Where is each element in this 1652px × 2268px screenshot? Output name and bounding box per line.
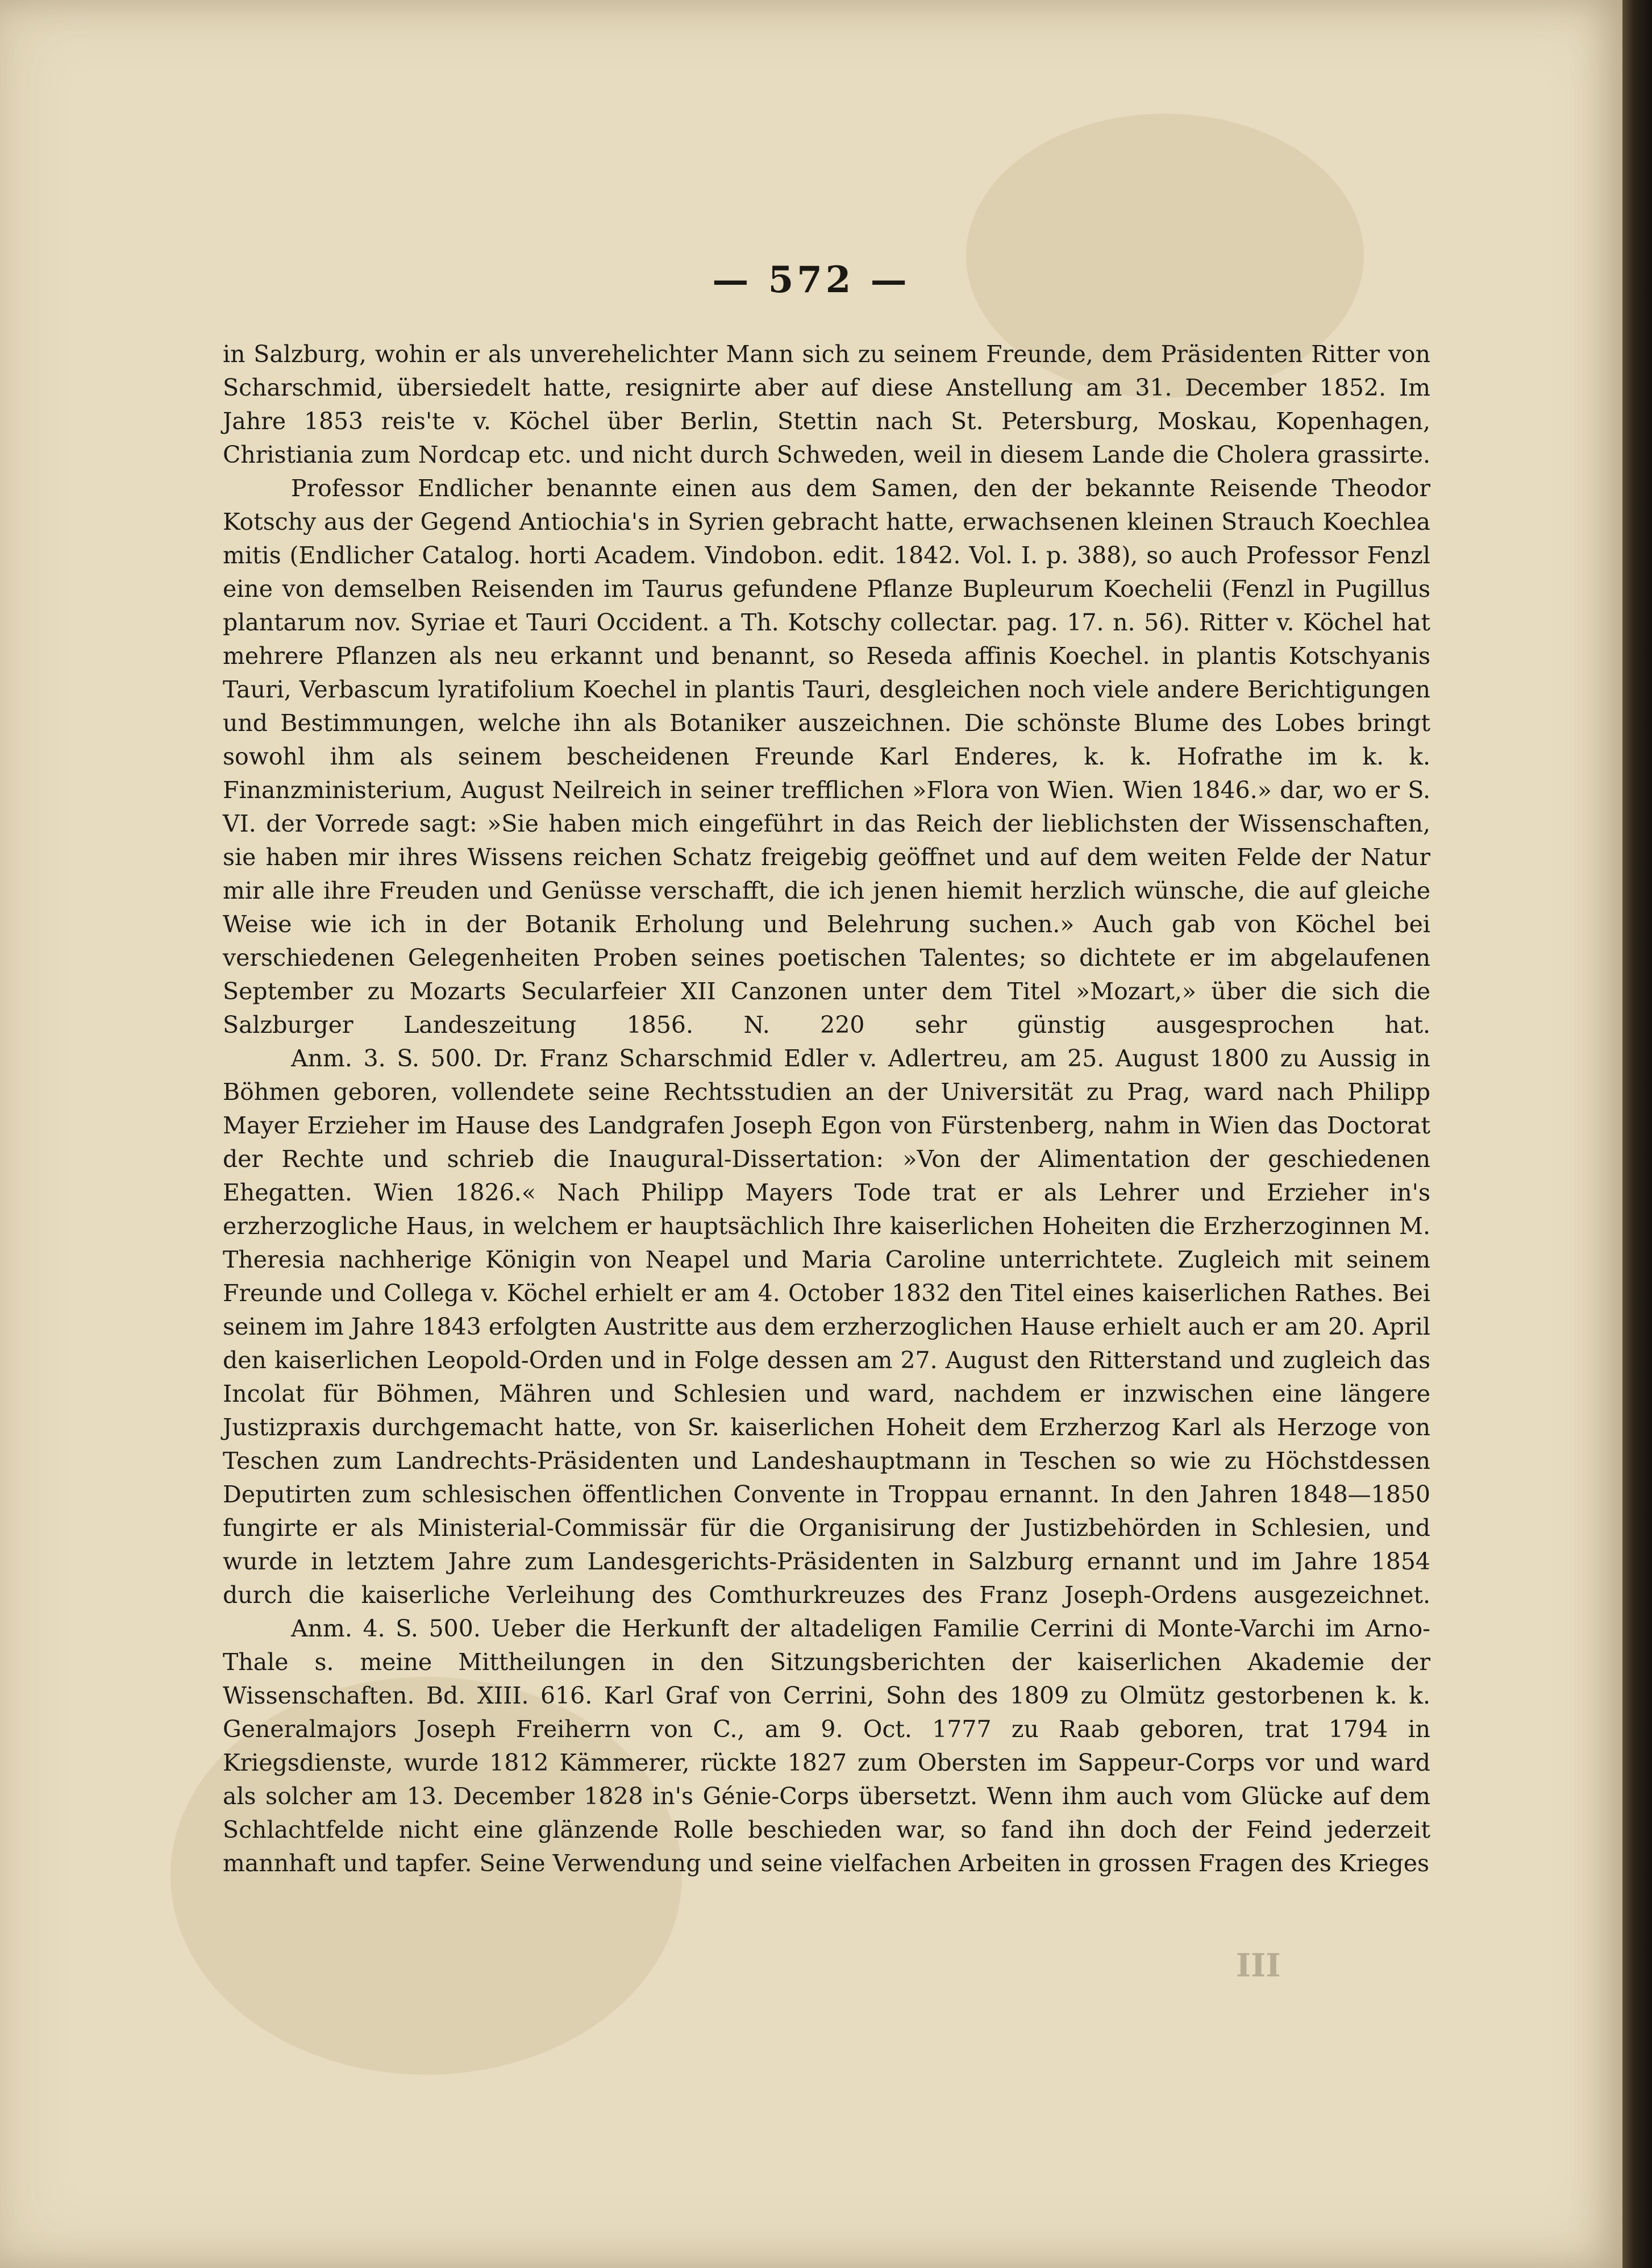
paragraph-4: Anm. 4. S. 500. Ueber die Herkunft der altadeligen Familie Cerrini di Monte-Varchi im Arno-Thale s. meine Mittheilungen in den Sitzungsberichten der kaiserlichen Akademie der Wissenschaften. Bd. XIII. 616. Karl Graf von Cerrini, Sohn des 1809 zu Olmütz gestorbenen k. k. Generalmajors Joseph Freiherrn von C., am 9. Oct. 1777 zu Raab geboren, trat 1794 in Kriegsdienste, wurde 1812 Kämmerer, rückte 1827 zum Obersten im Sappeur-Corps vor und ward als solcher am 13. December 1828 in's Génie-Corps übersetzt. Wenn ihm auch vom Glücke auf dem Schlachtfelde nicht eine glänzende Rolle beschieden war, so fand ihn doch der Feind jederzeit mannhaft und tapfer. Seine Verwendung und seine vielfachen Arbeiten in grossen Fragen des Krieges [223,1615,1430,1877]
paragraph-3: Anm. 3. S. 500. Dr. Franz Scharschmid Edler v. Adlertreu, am 25. August 1800 zu Aussig in Böhmen geboren, vollendete seine Rechtsstudien an der Universität zu Prag, ward nach Philipp Mayer Erzieher im Hause des Landgrafen Joseph Egon von Fürstenberg, nahm in Wien das Doctorat der Rechte und schrieb die Inaugural-Dissertation: »Von der Alimentation der geschiedenen Ehegatten. Wien 1826.« Nach Philipp Mayers Tode trat er als Lehrer und Erzieher in's erzherzogliche Haus, in welchem er hauptsächlich Ihre kaiserlichen Hoheiten die Erzherzoginnen M. Theresia nachherige Königin von Neapel und Maria Caroline unterrichtete. Zugleich mit seinem Freunde und Collega v. Köchel erhielt er am 4. October 1832 den Titel eines kaiserlichen Rathes. Bei seinem im Jahre 1843 erfolgten Austritte aus dem erzherzoglichen Hause erhielt auch er am 20. April den kaiserlichen Leopold-Orden und in Folge dessen am 27. August den Ritterstand und zugleich das Incolat für Böhmen, Mähren und Schlesien und ward, nachdem er inzwischen eine längere Justizpraxis durchgemacht hatte, von Sr. kaiserlichen Hoheit dem Erzherzog Karl als Herzoge von Teschen zum Landrechts-Präsidenten und Landeshauptmann in Teschen so wie zu Höchstdessen Deputirten zum schlesischen öffentlichen Convente in Troppau ernannt. In den Jahren 1848—1850 fungirte er als Ministerial-Commissär für die Organisirung der Justizbehörden in Schlesien, und wurde in letztem Jahre zum Landesgerichts-Präsidenten in Salzburg ernannt und im Jahre 1854 durch die kaiserliche Verleihung des Comthurkreuzes des Franz Joseph-Ordens ausgezeichnet. [223,1045,1430,1609]
paragraph-2: Professor Endlicher benannte einen aus dem Samen, den der bekannte Reisende Theodor Kotschy aus der Gegend Antiochia's in Syrien gebracht hatte, erwachsenen kleinen Strauch Koechlea mitis (Endlicher Catalog. horti Academ. Vindobon. edit. 1842. Vol. I. p. 388), so auch Professor Fenzl eine von demselben Reisenden im Taurus gefundene Pflanze Bupleurum Koechelii (Fenzl in Pugillus plantarum nov. Syriae et Tauri Occident. a Th. Kotschy collectar. pag. 17. n. 56). Ritter v. Köchel hat mehrere Pflanzen als neu erkannt und benannt, so Reseda affinis Koechel. in plantis Kotschyanis Tauri, Verbascum lyratifolium Koechel in plantis Tauri, desgleichen noch viele andere Berichtigungen und Bestimmungen, welche ihn als Botaniker auszeichnen. Die schönste Blume des Lobes bringt sowohl ihm als seinem bescheidenen Freunde Karl Enderes, k. k. Hofrathe im k. k. Finanzministerium, August Neilreich in seiner trefflichen »Flora von Wien. Wien 1846.» dar, wo er S. VI. der Vorrede sagt: »Sie haben mich eingeführt in das Reich der lieblichsten der Wissenschaften, sie haben mir ihres Wissens reichen Schatz freigebig geöffnet und auf dem weiten Felde der Natur mir alle ihre Freuden und Genüsse verschafft, die ich jenen hiemit herzlich wünsche, die auf gleiche Weise wie ich in der Botanik Erholung und Belehrung suchen.» Auch gab von Köchel bei verschiedenen Gelegenheiten Proben seines poetischen Talentes; so dichtete er im abgelaufenen September zu Mozarts Secularfeier XII Canzonen unter dem Titel »Mozart,» über die sich die Salzburger Landeszeitung 1856. N. 220 sehr günstig ausgesprochen hat. [223,475,1430,1039]
paragraph-1: in Salzburg, wohin er als unverehelichter Mann sich zu seinem Freunde, dem Präsidenten Ritter von Scharschmid, übersiedelt hatte, resignirte aber auf diese Anstellung am 31. December 1852. Im Jahre 1853 reis'te v. Köchel über Berlin, Stettin nach St. Petersburg, Moskau, Kopenhagen, Christiania zum Nordcap etc. und nicht durch Schweden, weil in diesem Lande die Cholera grassirte. [223,340,1430,468]
margin-mark: III [1236,1947,1281,1984]
page-number: — 572 — [712,259,910,301]
book-spine-shadow [1622,0,1652,2268]
body-text [223,338,1430,1880]
